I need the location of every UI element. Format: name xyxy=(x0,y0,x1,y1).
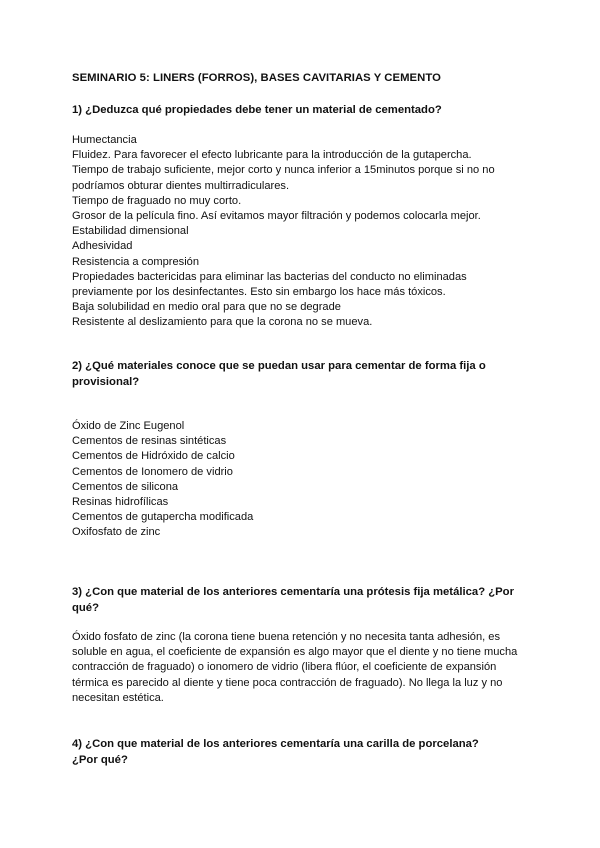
answer-3-line: Óxido fosfato de zinc (la corona tiene buena retención y no necesita tanta adhesión, es xyxy=(72,631,501,643)
answer-1 xyxy=(72,133,528,331)
question-4 xyxy=(72,737,528,768)
answer-1-line: podríamos obturar dientes multirradiculares. xyxy=(72,179,290,192)
question-3 xyxy=(72,585,528,616)
answer-2-list xyxy=(72,419,528,541)
question-2 xyxy=(72,359,528,390)
answer-1-line: Propiedades bactericidas para eliminar las bacterias del conducto no eliminadas xyxy=(72,270,467,283)
answer-1-line: Adhesividad xyxy=(72,240,133,253)
answer-3-line: soluble en agua, el coeficiente de expansión es algo mayor que el diente y no tiene mucha xyxy=(72,646,518,659)
question-3-line: 3) ¿Con que material de los anteriores cementaría una prótesis fija metálica? ¿Por xyxy=(72,586,514,598)
question-4-line: 4) ¿Con que material de los anteriores cementaría una carilla de porcelana? xyxy=(72,738,479,750)
answer-3 xyxy=(72,630,528,706)
list-item: Óxido de Zinc Eugenol xyxy=(72,420,185,432)
answer-1-line: previamente por los desinfectantes. Esto sin embargo los hace más tóxicos. xyxy=(72,286,446,299)
answer-1-line: Baja solubilidad en medio oral para que no se degrade xyxy=(72,301,341,314)
answer-1-line: Tiempo de trabajo suficiente, mejor corto y nunca inferior a 15minutos porque si no no xyxy=(72,164,495,177)
question-2-line: 2) ¿Qué materiales conoce que se puedan usar para cementar de forma fija o xyxy=(72,360,486,372)
question-4-line: ¿Por qué? xyxy=(72,753,128,766)
question-2-line: provisional? xyxy=(72,375,140,388)
list-item: Cementos de Hidróxido de calcio xyxy=(72,450,235,463)
answer-1-line: Grosor de la película fino. Así evitamos mayor filtración y podemos colocarla mejor. xyxy=(72,210,481,223)
list-item: Oxifosfato de zinc xyxy=(72,526,161,539)
list-item: Cementos de resinas sintéticas xyxy=(72,435,227,448)
question-1: 1) ¿Deduzca qué propiedades debe tener un material de cementado? xyxy=(72,104,442,116)
answer-3-line: térmica es parecido al diente y tiene poca contracción de fraguado). No llega la luz y no xyxy=(72,676,503,689)
answer-1-line: Resistencia a compresión xyxy=(72,255,200,268)
answer-1-line: Tiempo de fraguado no muy corto. xyxy=(72,194,242,207)
answer-3-line: necesitan estética. xyxy=(72,691,164,704)
question-3-line: qué? xyxy=(72,601,99,614)
answer-1-line: Fluidez. Para favorecer el efecto lubricante para la introducción de la gutapercha. xyxy=(72,149,472,162)
answer-1-line: Estabilidad dimensional xyxy=(72,225,189,238)
list-item: Resinas hidrofílicas xyxy=(72,496,169,509)
list-item: Cementos de Ionomero de vidrio xyxy=(72,465,233,478)
answer-1-line: Humectancia xyxy=(72,134,137,146)
document-title: SEMINARIO 5: LINERS (FORROS), BASES CAVITARIAS Y CEMENTO xyxy=(72,72,441,84)
list-item: Cementos de silicona xyxy=(72,480,179,493)
answer-3-line: contracción de fraguado) o ionomero de vidrio (libera flúor, el coeficiente de expansión xyxy=(72,661,497,674)
list-item: Cementos de gutapercha modificada xyxy=(72,511,254,524)
answer-1-line: Resistente al deslizamiento para que la corona no se mueva. xyxy=(72,316,373,329)
